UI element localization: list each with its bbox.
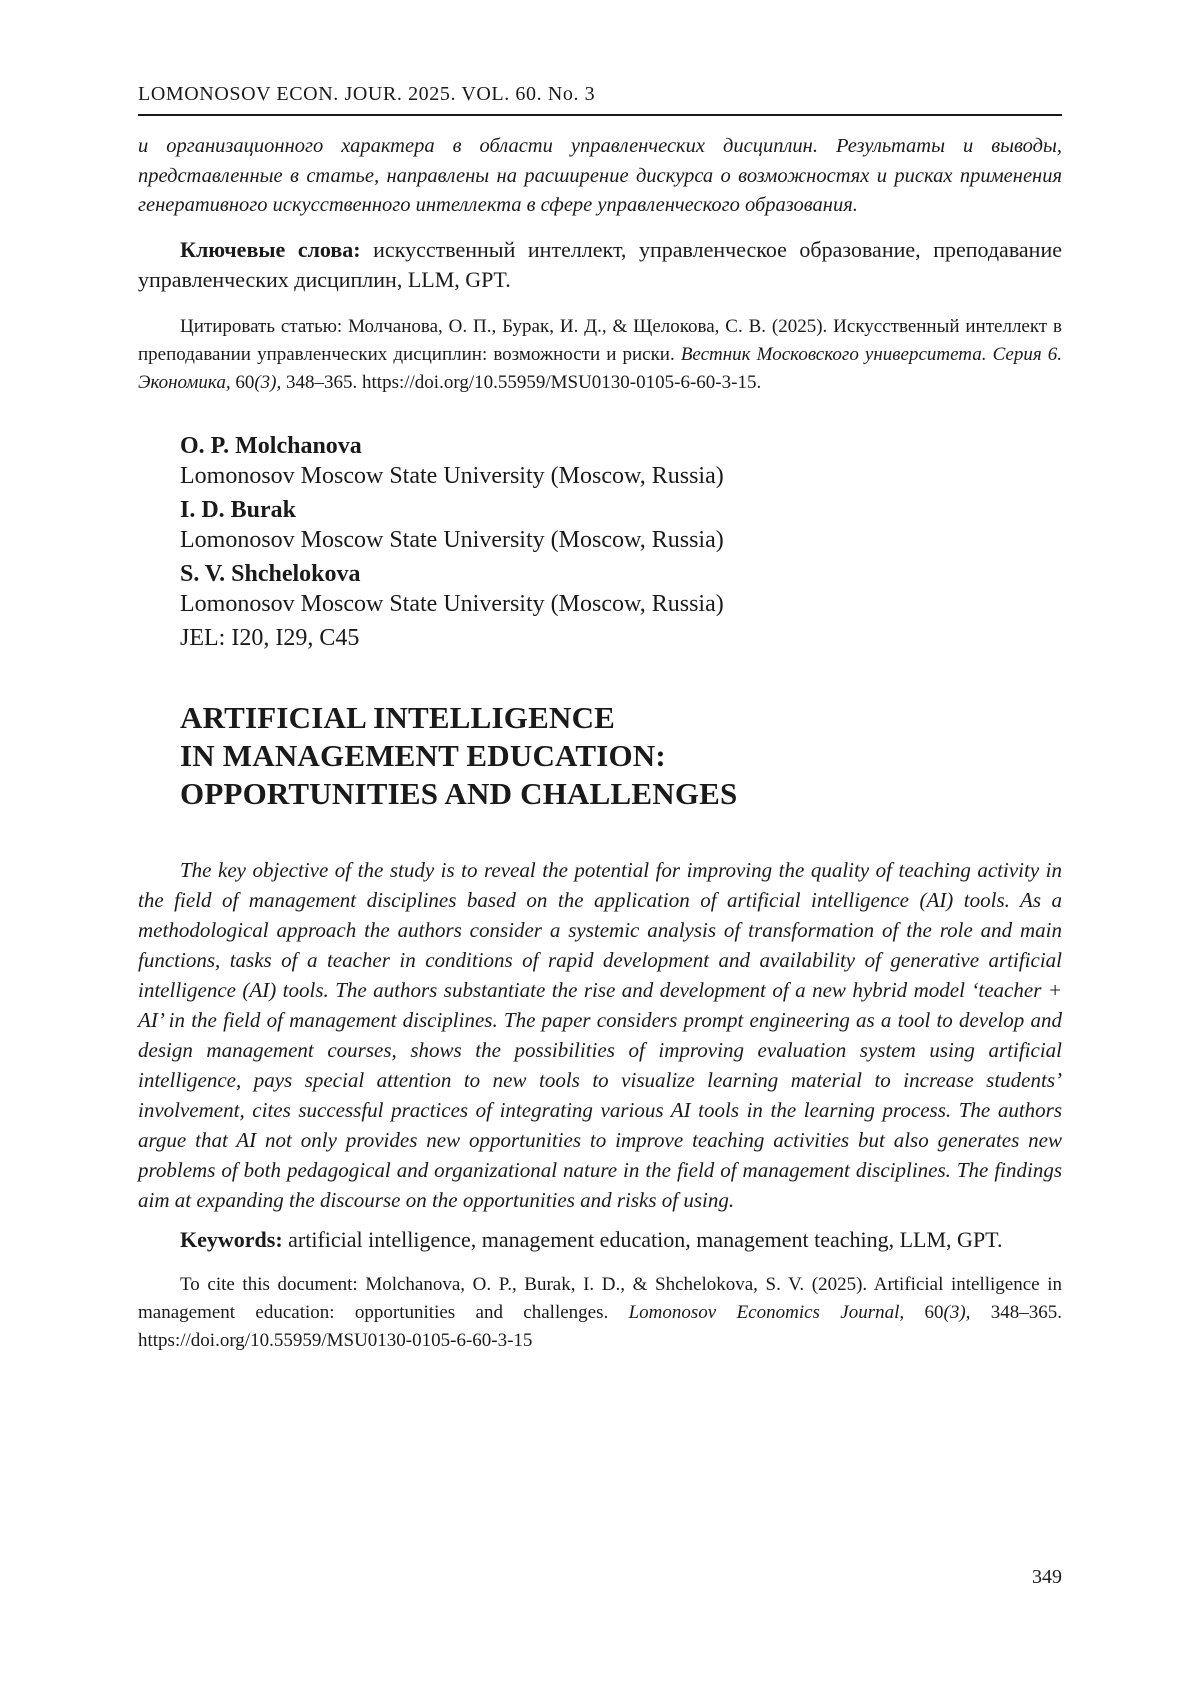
author-name: I. D. Burak (180, 496, 297, 523)
ru-citation-journal: Вестник Московского университета. Серия 6. Экономика, (138, 343, 1062, 393)
ru-abstract-continuation: и организационного характера в области управленческих дисциплин. Результаты и выводы, представленные в статье, направлены на расширение дискурса о возможностях и рисках применения генеративного искусственного интеллекта в сфере управленческого образования. (138, 135, 1062, 216)
page (138, 82, 1062, 1355)
en-keywords-text: artificial intelligence, management education, management teaching, LLM, GPT. (288, 1226, 1003, 1252)
author-name: S. V. Shchelokova (180, 560, 361, 587)
running-head: LOMONOSOV ECON. JOUR. 2025. VOL. 60. No. 3 (138, 83, 596, 105)
en-keywords (138, 1225, 1062, 1255)
ru-citation-issue: (3), (254, 371, 282, 393)
authors-block (138, 431, 1062, 653)
en-citation-journal: Lomonosov Economics Journal, (628, 1301, 905, 1323)
ru-keywords (138, 235, 1062, 295)
title-line: IN MANAGEMENT EDUCATION: (180, 737, 666, 773)
ru-keywords-label: Ключевые слова: (180, 236, 361, 262)
author-name: O. P. Molchanova (180, 432, 362, 459)
header-rule (138, 114, 1062, 116)
en-citation-lead: To cite this document: Molchanova, O. P., Burak, I. D., & Shchelokova, S. V. (2025). Artificial intelligence in management education: opportunities and challenges. (138, 1273, 1062, 1323)
ru-citation-volume: 60 (235, 371, 255, 393)
en-citation-tail: 348–365. https://doi.org/10.55959/MSU0130-0105-6-60-3-15 (138, 1301, 1063, 1351)
ru-citation-tail: 348–365. https://doi.org/10.55959/MSU0130-0105-6-60-3-15. (286, 371, 762, 393)
author-affiliation: Lomonosov Moscow State University (Moscow, Russia) (180, 526, 724, 553)
author-affiliation: Lomonosov Moscow State University (Moscow, Russia) (180, 590, 724, 617)
en-citation-volume: 60 (924, 1301, 944, 1323)
title-line: OPPORTUNITIES AND CHALLENGES (180, 775, 738, 811)
ru-citation (138, 313, 1062, 397)
article-title (138, 699, 1062, 813)
en-citation (138, 1271, 1062, 1355)
en-citation-issue: (3), (943, 1301, 971, 1323)
jel-codes: JEL: I20, I29, C45 (180, 624, 360, 651)
author-affiliation: Lomonosov Moscow State University (Moscow, Russia) (180, 462, 724, 489)
en-keywords-label: Keywords: (180, 1226, 283, 1252)
en-abstract: The key objective of the study is to reveal the potential for improving the quality of teaching activity in the field of management disciplines based on the application of artificial intelligence (AI) tools. As a methodological approach the authors consider a systemic analysis of transformation of the role and main functions, tasks of a teacher in conditions of rapid development and availability of generative artificial intelligence (AI) tools. The authors substantiate the rise and development of a new hybrid model ‘teacher + AI’ in the field of management disciplines. The paper considers prompt engineering as a tool to develop and design management courses, shows the possibilities of improving evaluation system using artificial intelligence, pays special attention to new tools to visualize learning material to increase students’ involvement, cites successful practices of integrating various AI tools in the learning process. The authors argue that AI not only provides new opportunities to improve teaching activities but also generates new problems of both pedagogical and organizational nature in the field of management disciplines. The findings aim at expanding the discourse on the opportunities and risks of using. (138, 857, 1062, 1212)
ru-citation-lead: Цитировать статью: Молчанова, О. П., Бурак, И. Д., & Щелокова, С. В. (2025). Искусственный интеллект в преподавании управленческих дисциплин: возможности и риски. (138, 315, 1062, 365)
page-number: 349 (1032, 1566, 1062, 1588)
title-line: ARTIFICIAL INTELLIGENCE (180, 699, 616, 735)
ru-keywords-text: искусственный интеллект, управленческое образование, преподавание управленческих дисциплин, LLM, GPT. (138, 236, 1062, 292)
